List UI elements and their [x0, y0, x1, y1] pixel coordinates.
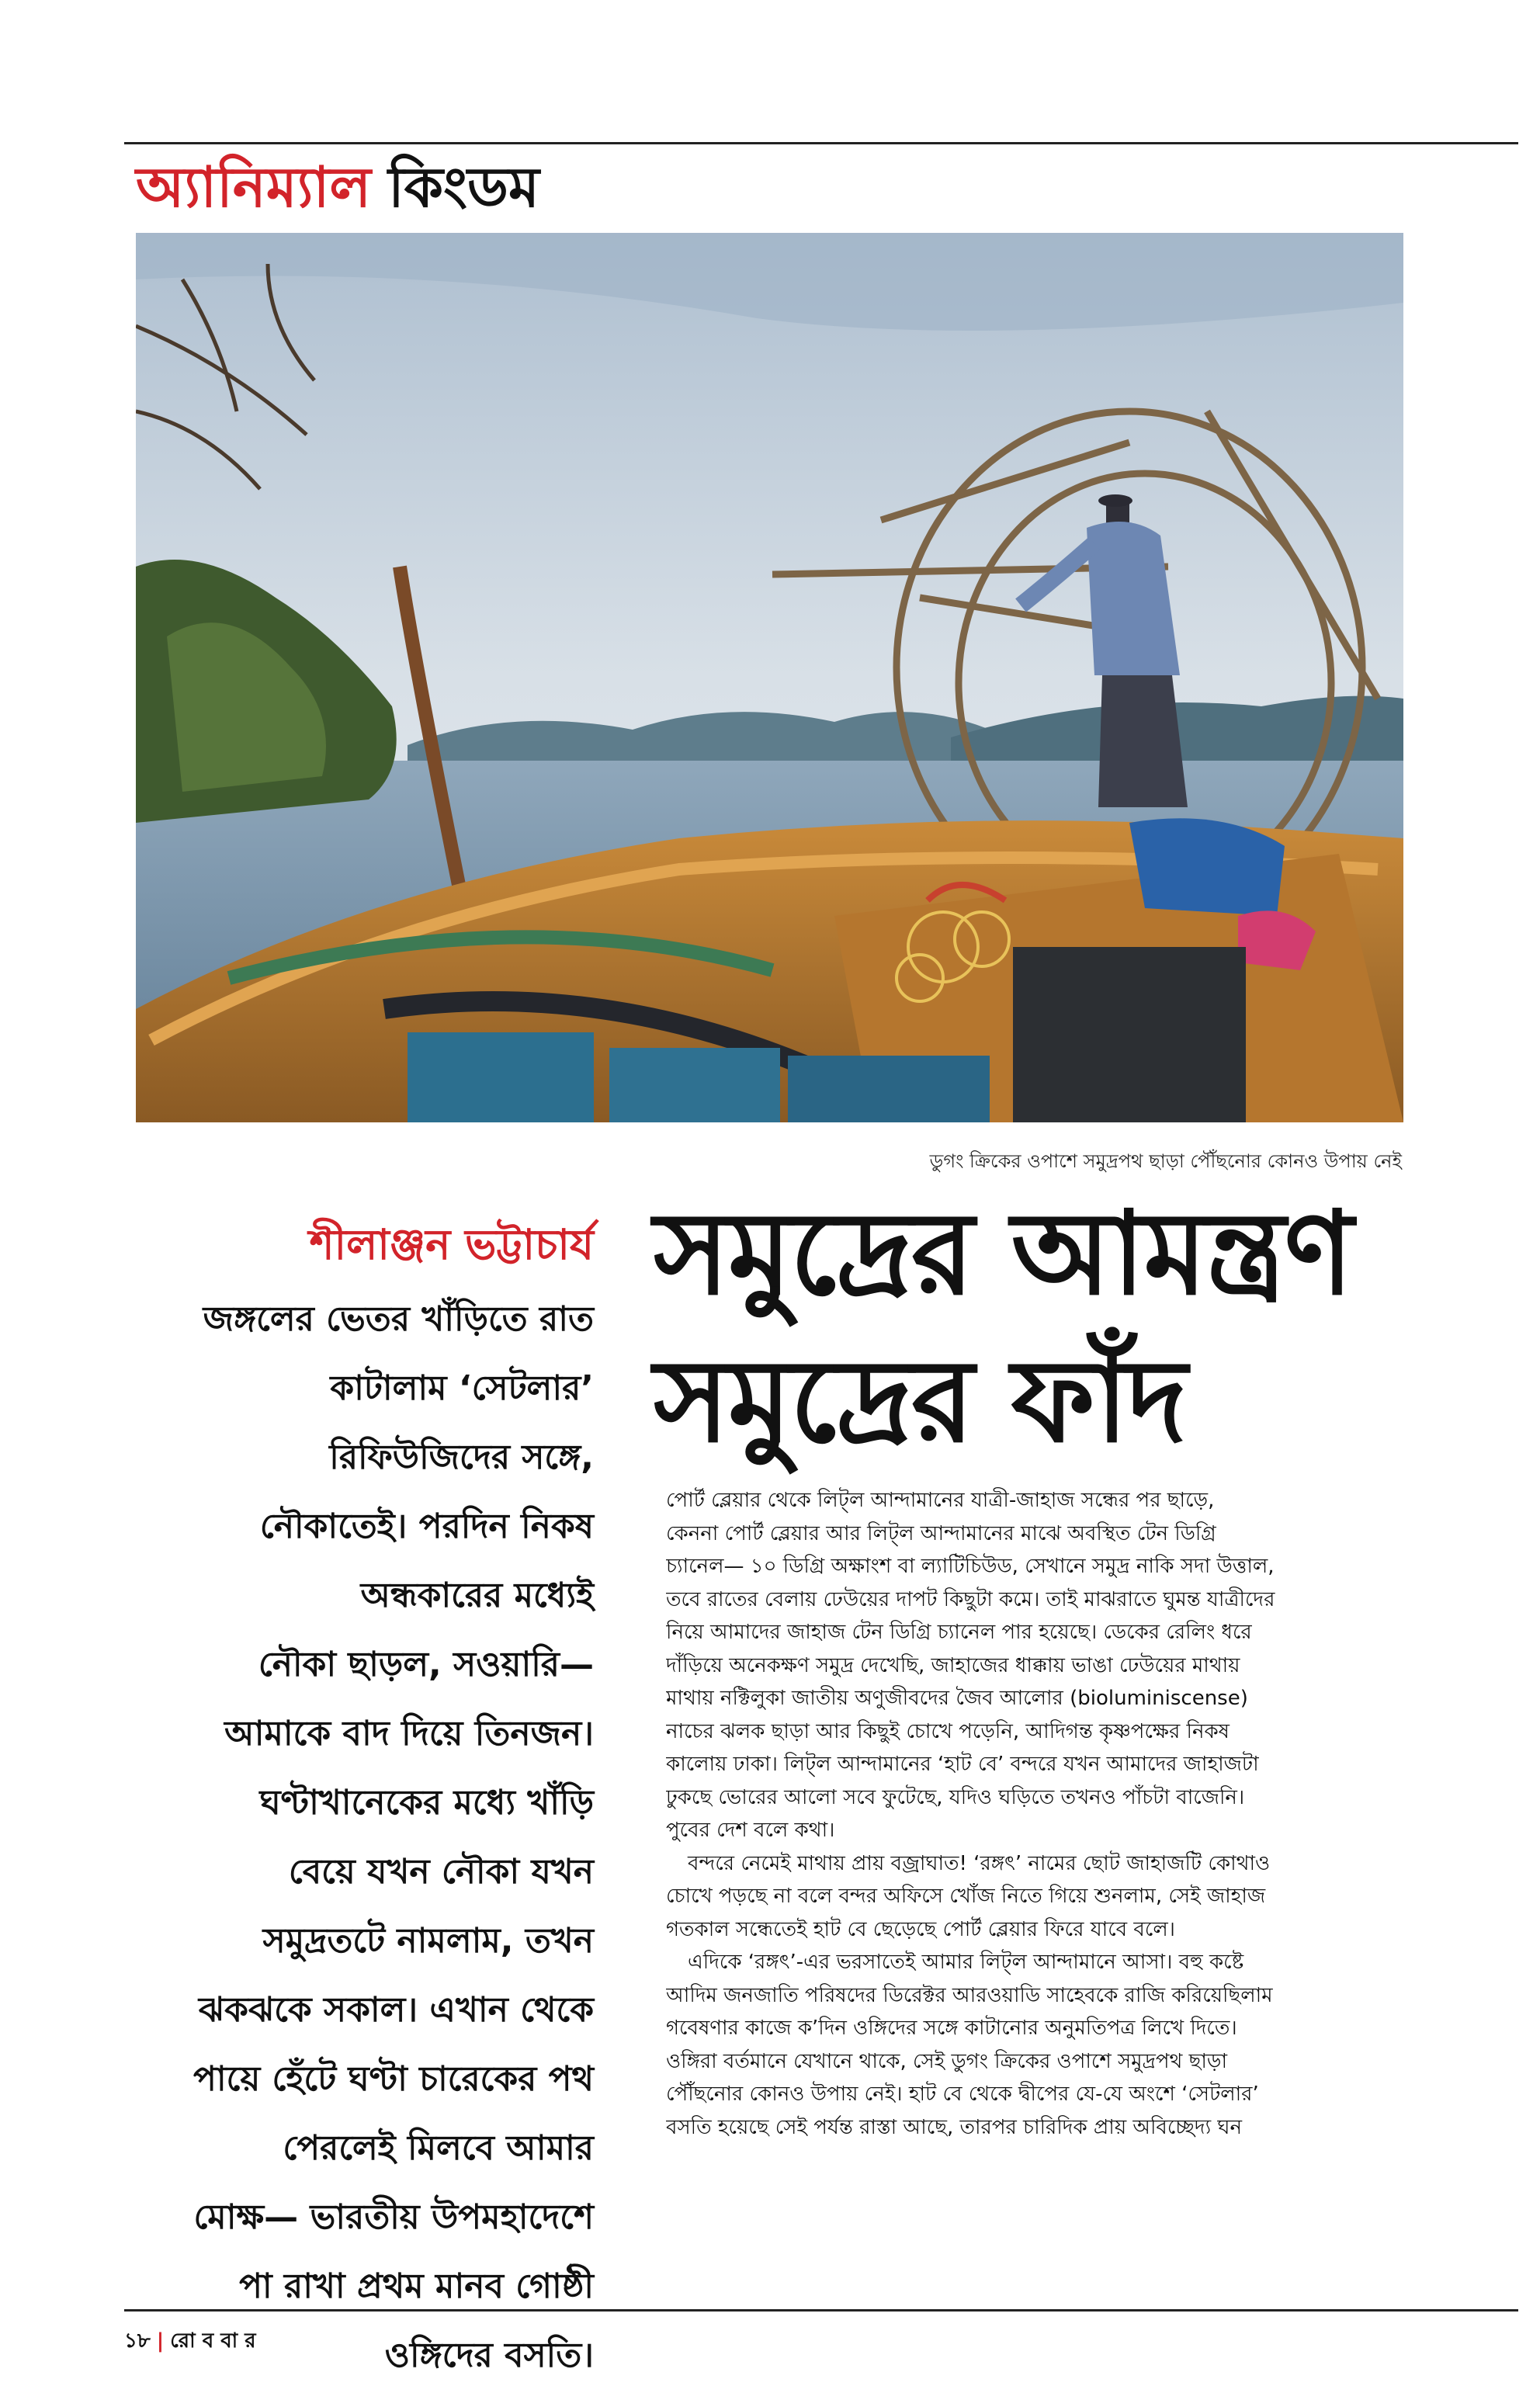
fisherman-boat-illustration	[136, 233, 1403, 1122]
body-line: পোর্ট ব্লেয়ার থেকে লিট্‌ল আন্দামানের যাত্রী-জাহাজ সন্ধের পর ছাড়ে,	[666, 1489, 1215, 1512]
page-folio	[124, 2325, 256, 2359]
standfirst-line: পা রাখা প্রথম মানব গোষ্ঠী	[239, 2266, 594, 2306]
standfirst-line: ওঙ্গিদের বসতি।	[384, 2336, 594, 2375]
bottom-rule	[124, 2309, 1518, 2311]
standfirst-line: সমুদ্রতটে নামলাম, তখন	[262, 1921, 594, 1961]
photo-caption: ডুগং ক্রিকের ওপাশে সমুদ্রপথ ছাড়া পৌঁছনোর কোনও উপায় নেই	[929, 1150, 1402, 1172]
section-title-black: কিংডম	[388, 154, 540, 220]
folio-separator: |	[156, 2329, 165, 2353]
section-title-red: অ্যানিম্যাল	[136, 154, 372, 220]
body-line: পৌঁছনোর কোনও উপায় নেই। হাট বে থেকে দ্বীপের যে-যে অংশে ‘সেটলার’	[666, 2083, 1259, 2106]
body-line: চ্যানেল— ১০ ডিগ্রি অক্ষাংশ বা ল্যাটিচিউড, সেখানে সমুদ্র নাকি সদা উত্তাল,	[666, 1555, 1275, 1578]
body-line: কালোয় ঢাকা। লিট্‌ল আন্দামানের ‘হাট বে’ বন্দরে যখন আমাদের জাহাজটা	[666, 1753, 1259, 1776]
headline-line-1: সমুদ্রের আমন্ত্রণ	[654, 1187, 1352, 1320]
page-number: ১৮	[124, 2329, 151, 2353]
body-line: গতকাল সন্ধেতেই হাট বে ছেড়েছে পোর্ট ব্লেয়ার ফিরে যাবে বলে।	[666, 1917, 1175, 1941]
standfirst-line: নৌকা ছাড়ল, সওয়ারি—	[258, 1645, 594, 1684]
author-byline: শীলাঞ্জন ভট্টাচার্য	[309, 1220, 594, 1269]
body-line: মাথায় নক্টিলুকা জাতীয় অণুজীবদের জৈব আলোর (bioluminiscense)	[666, 1687, 1248, 1710]
standfirst-line: কাটালাম ‘সেটলার’	[330, 1368, 594, 1408]
body-line: চোখে পড়ছে না বলে বন্দর অফিসে খোঁজ নিতে গিয়ে শুনলাম, সেই জাহাজ	[666, 1885, 1266, 1908]
body-line: নাচের ঝলক ছাড়া আর কিছুই চোখে পড়েনি, আদিগন্ত কৃষ্ণপক্ষের নিকষ	[666, 1719, 1230, 1743]
standfirst-line: আমাকে বাদ দিয়ে তিনজন।	[224, 1714, 594, 1753]
standfirst-line: অন্ধকারের মধ্যেই	[360, 1576, 594, 1615]
standfirst-line: জঙ্গলের ভেতর খাঁড়িতে রাত	[203, 1299, 594, 1339]
body-line: ওঙ্গিরা বর্তমানে যেখানে থাকে, সেই ডুগং ক্রিকের ওপাশে সমুদ্রপথ ছাড়া	[666, 2049, 1228, 2073]
body-line: বসতি হয়েছে সেই পর্যন্ত রাস্তা আছে, তারপর চারিদিক প্রায় অবিচ্ছেদ্য ঘন	[666, 2115, 1242, 2139]
body-line: এদিকে ‘রঙ্গৎ’-এর ভরসাতেই আমার লিট্‌ল আন্দামানে আসা। বহু কষ্টে	[688, 1951, 1244, 1974]
headline	[654, 1180, 1352, 1475]
standfirst-line: পায়ে হেঁটে ঘণ্টা চারেকের পথ	[193, 2059, 594, 2099]
headline-line-2: সমুদ্রের ফাঁদ	[654, 1334, 1186, 1468]
standfirst	[136, 1285, 594, 2390]
top-rule	[124, 142, 1518, 144]
standfirst-line: পেরলেই মিলবে আমার	[283, 2128, 594, 2168]
body-line: তবে রাতের বেলায় ঢেউয়ের দাপট কিছুটা কমে। তাই মাঝরাতে ঘুমন্ত যাত্রীদের	[666, 1587, 1275, 1611]
body-line: গবেষণার কাজে ক’দিন ওঙ্গিদের সঙ্গে কাটানোর অনুমতিপত্র লিখে দিতে।	[666, 2017, 1237, 2040]
section-header	[136, 154, 540, 220]
body-line: ঢুকছে ভোরের আলো সবে ফুটেছে, যদিও ঘড়িতে তখনও পাঁচটা বাজেনি।	[666, 1785, 1245, 1809]
body-line: পুবের দেশ বলে কথা।	[666, 1819, 835, 1842]
standfirst-line: রিফিউজিদের সঙ্গে,	[329, 1438, 594, 1477]
standfirst-line: মোক্ষ— ভারতীয় উপমহাদেশে	[193, 2197, 594, 2237]
body-line: বন্দরে নেমেই মাথায় প্রায় বজ্রাঘাত! ‘রঙ্গৎ’ নামের ছোট জাহাজটি কোথাও	[688, 1851, 1271, 1875]
standfirst-line: ঘণ্টাখানেকের মধ্যে খাঁড়ি	[259, 1783, 594, 1822]
standfirst-line: নৌকাতেই। পরদিন নিকষ	[259, 1507, 594, 1546]
body-line: দাঁড়িয়ে অনেকক্ষণ সমুদ্র দেখেছি, জাহাজের ধাক্কায় ভাঙা ঢেউয়ের মাথায়	[666, 1653, 1240, 1677]
body-line: কেননা পোর্ট ব্লেয়ার আর লিট্‌ল আন্দামানের মাঝে অবস্থিত টেন ডিগ্রি	[666, 1521, 1216, 1545]
body-line: আদিম জনজাতি পরিষদের ডিরেক্টর আরওয়াডি সাহেবকে রাজি করিয়েছিলাম	[666, 1983, 1273, 2007]
body-line: নিয়ে আমাদের জাহাজ টেন ডিগ্রি চ্যানেল পার হয়েছে। ডেকের রেলিং ধরে	[666, 1621, 1252, 1644]
lead-photo	[136, 233, 1403, 1122]
standfirst-line: ঝকঝকে সকাল। এখান থেকে	[198, 1990, 594, 2030]
publication-name: রো ব বা র	[170, 2329, 256, 2353]
article-body	[666, 1484, 1403, 2144]
standfirst-line: বেয়ে যখন নৌকা যখন	[288, 1852, 594, 1892]
